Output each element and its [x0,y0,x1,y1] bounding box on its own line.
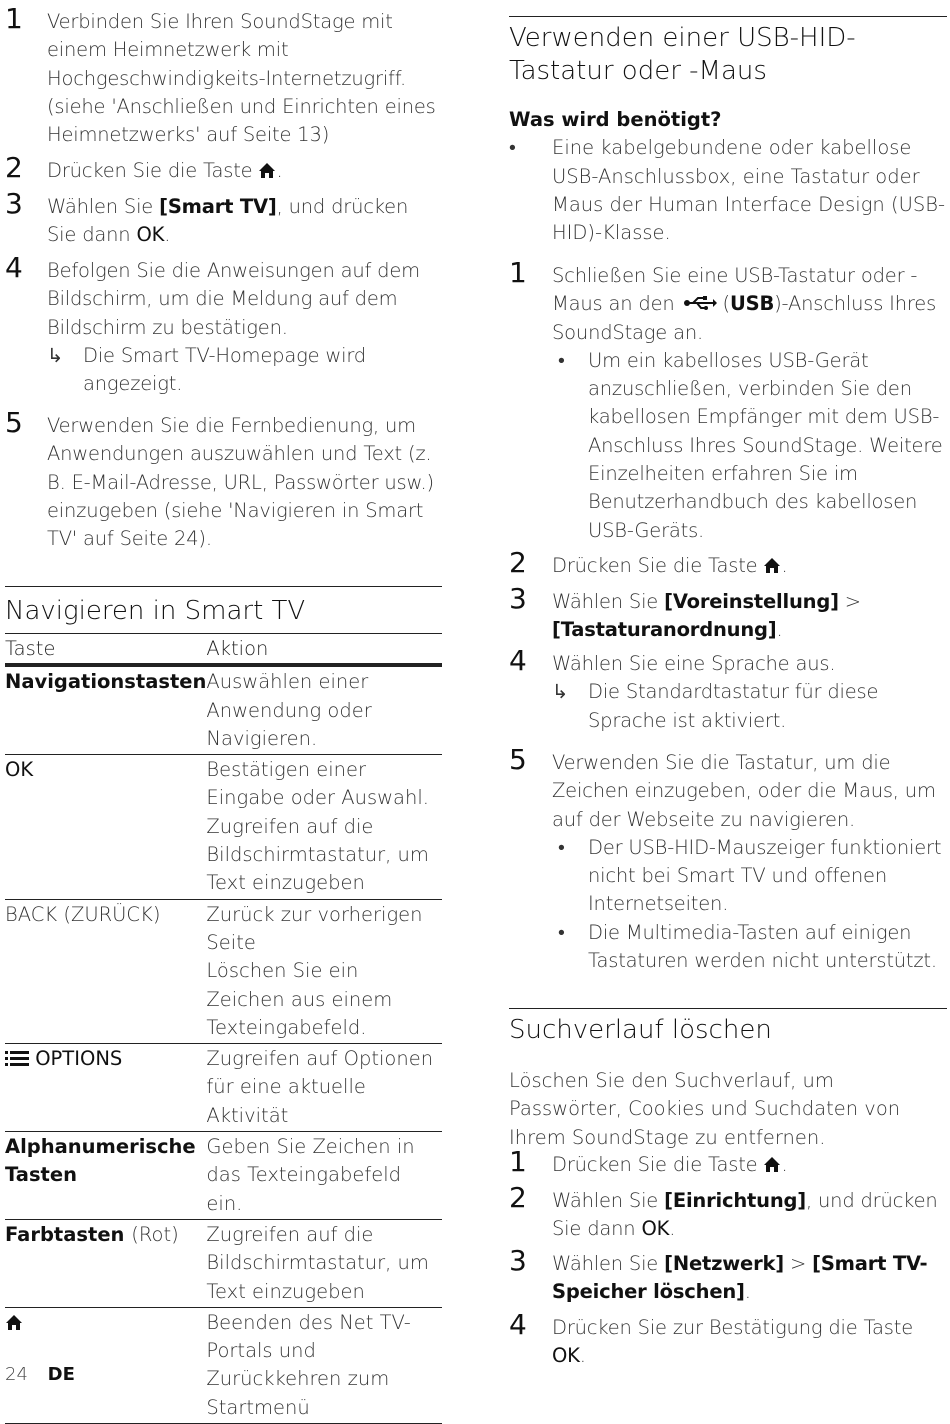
bullet-dot: • [509,136,516,160]
step-1 [5,2,442,149]
page-number: 24 [5,1364,28,1385]
history-section [509,1008,947,1152]
action-text: Zugreifen auf die Bildschirmtastatur, um Text einzugeben [206,814,429,895]
ok-key: OK [641,1217,670,1241]
step-text: Drücken Sie die Taste [47,159,253,182]
step-text: Wählen Sie [47,195,160,218]
need-heading: Was wird benötigt? [509,108,722,131]
table-row [5,1132,442,1220]
usb-icon [683,296,717,310]
table-header-row [5,634,442,666]
usb-section [509,16,947,247]
step-number: 3 [509,1244,527,1277]
key-cell: Alphanumerische Tasten [5,1132,206,1220]
step-bullet [552,347,947,545]
table-row [5,1219,442,1307]
step-bullet [552,919,947,976]
step-number: 4 [509,1308,527,1341]
key-cell: OK [5,755,206,899]
need-item [509,134,947,247]
step-3 [5,187,442,250]
nav-table [5,633,442,1424]
action-cell: Beenden des Net TV-Portals und Zurückkehren zum Startmenü [206,1307,442,1423]
action-text: Zurück zur vorherigen Seite [206,902,423,954]
key-label: Farbtasten [5,1222,125,1246]
menu-option: [Netzwerk] [664,1252,784,1275]
step-text: Befolgen Sie die Anweisungen auf dem Bildschirm, um die Meldung auf dem Bildschirm zu bestätigen. [47,259,420,339]
step-number: 3 [5,187,23,220]
ok-key: OK [552,1344,580,1368]
step-result [47,342,442,399]
step-text: Drücken Sie zur Bestätigung die Taste [552,1316,913,1339]
menu-option: [Tastaturanordnung] [552,618,777,642]
action-cell [206,755,442,899]
result-text: Die Standardtastatur für diese Sprache ist aktiviert. [588,680,879,732]
history-step-2: 2 Wählen Sie [Einrichtung], und drücken Sie dann OK. [509,1181,938,1241]
bullet-text: Die Multimedia-Tasten auf einigen Tastaturen werden nicht unterstützt. [588,920,937,973]
home-icon [763,1156,781,1173]
step-text: , und drücken Sie dann [47,195,409,247]
column-header-key: Taste [5,634,206,666]
menu-option: [Smart TV-Speicher löschen] [552,1252,928,1304]
result-arrow-icon: ↳ [47,343,64,367]
step-number: 1 [5,2,23,35]
section-intro: Löschen Sie den Suchverlauf, um Passwörter, Cookies und Suchdaten von Ihrem SoundStage zu entfernen. [509,1069,901,1149]
step-number: 3 [509,582,527,615]
bullet-text: Um ein kabelloses USB-Gerät anzuschließen, verbinden Sie den kabellosen Empfänger mit dem USB-Anschluss Ihres SoundStage. Weitere Einzelheiten erfahren Sie im Benutzerhandbuch des kabellosen USB-Geräts. [588,348,943,542]
paren: ( [722,292,730,316]
step-number: 2 [5,151,23,184]
step-text: )-Anschluss Ihres SoundStage an. [552,292,937,344]
language-code: DE [47,1364,75,1385]
section-title: Verwenden einer USB-HID-Tastatur oder -Maus [509,16,947,88]
action-cell [206,899,442,1043]
step-text: Wählen Sie eine Sprache aus. [552,652,836,675]
menu-option: [Einrichtung] [664,1189,807,1212]
nav-section [5,586,442,1424]
table-row [5,665,442,754]
column-header-action: Aktion [206,634,442,666]
usb-label: USB [729,292,775,316]
home-icon [258,162,276,179]
table-row [5,1044,442,1132]
action-cell: Geben Sie Zeichen in das Texteingabefeld ein. [206,1132,442,1220]
step-text: , und drücken Sie dann [552,1189,938,1241]
step-text: Schließen Sie eine USB-Tastatur oder -Maus an den [552,264,918,316]
step-text: Wählen Sie [552,590,665,613]
usb-step-4 [509,644,947,735]
step-text: Drücken Sie die Taste [552,1153,758,1176]
key-label: OPTIONS [35,1047,123,1071]
bullet-text: Der USB-HID-Mauszeiger funktioniert nicht bei Smart TV und offenen Internetseiten. [588,835,942,916]
bullet-dot: • [558,835,565,859]
history-step-3: 3 Wählen Sie [Netzwerk] > [Smart TV-Speicher löschen]. [509,1244,928,1304]
step-text: Verwenden Sie die Tastatur, um die Zeichen einzugeben, oder die Maus, um auf der Webseite zu navigieren. [552,751,936,831]
key-cell [5,1044,206,1132]
usb-step-2: 2 Drücken Sie die Taste . [509,546,788,579]
step-text: Verwenden Sie die Fernbedienung, um Anwendungen auszuwählen und Text (z. B. E-Mail-Adresse, URL, Passwörter usw.) einzugeben (siehe 'Navigieren in Smart TV' auf Seite 24). [47,414,434,551]
history-step-1: 1 Drücken Sie die Taste . [509,1145,788,1178]
history-step-4: 4 Drücken Sie zur Bestätigung die Taste OK. [509,1308,913,1368]
bullet-dot: • [558,920,565,944]
step-number: 4 [509,644,527,677]
options-menu-icon [5,1050,29,1066]
step-text: Wählen Sie [552,1189,665,1212]
step-result [552,678,947,735]
action-cell: Zugreifen auf die Bildschirmtastatur, um Text einzugeben [206,1219,442,1307]
step-2: 2 Drücken Sie die Taste . [5,151,283,184]
page-footer [5,1364,75,1385]
separator: > [838,590,861,613]
step-text: Drücken Sie die Taste [552,554,758,577]
step-number: 5 [509,743,527,776]
action-text: Löschen Sie ein Zeichen aus einem Texteingabefeld. [206,959,393,1039]
step-number: 2 [509,1181,527,1214]
key-cell: BACK (ZURÜCK) [5,899,206,1043]
step-number: 5 [5,406,23,439]
action-cell: Auswählen einer Anwendung oder Navigieren. [206,665,442,754]
result-text: Die Smart TV-Homepage wird angezeigt. [83,343,366,396]
section-title: Suchverlauf löschen [509,1008,947,1047]
step-bullet [552,834,947,919]
ok-key: OK [136,223,165,247]
bullet-dot: • [558,348,565,372]
table-row [5,755,442,899]
home-icon [5,1314,23,1331]
usb-step-1 [509,256,947,545]
step-5 [5,406,442,553]
menu-option: [Smart TV] [159,195,277,218]
punct: . [164,223,171,247]
step-text: Wählen Sie [552,1252,665,1275]
usb-step-3: 3 Wählen Sie [Voreinstellung] > [Tastaturanordnung]. [509,582,861,642]
step-number: 4 [5,251,23,284]
action-text: Bestätigen einer Eingabe oder Auswahl. [206,758,429,810]
menu-option: [Voreinstellung] [664,590,839,613]
separator: > [783,1252,813,1275]
table-row [5,899,442,1043]
key-label-extra: (Rot) [131,1222,179,1246]
result-arrow-icon: ↳ [552,680,569,704]
key-cell [5,1219,206,1307]
section-title: Navigieren in Smart TV [5,586,442,633]
step-text: Verbinden Sie Ihren SoundStage mit einem Heimnetzwerk mit Hochgeschwindigkeits-Internetzugriff. (siehe 'Anschließen und Einrichten eines Heimnetzwerks' auf Seite 13) [47,10,436,147]
usb-step-5 [509,743,947,975]
step-number: 2 [509,546,527,579]
key-cell: Navigationstasten [5,665,206,754]
step-4 [5,251,442,398]
action-cell: Zugreifen auf Optionen für eine aktuelle Aktivität [206,1044,442,1132]
step-number: 1 [509,1145,527,1178]
step-number: 1 [509,256,527,289]
home-icon [763,557,781,574]
need-item-text: Eine kabelgebundene oder kabellose USB-Anschlussbox, eine Tastatur oder Maus der Human Interface Design (USB-HID)-Klasse. [552,136,946,245]
